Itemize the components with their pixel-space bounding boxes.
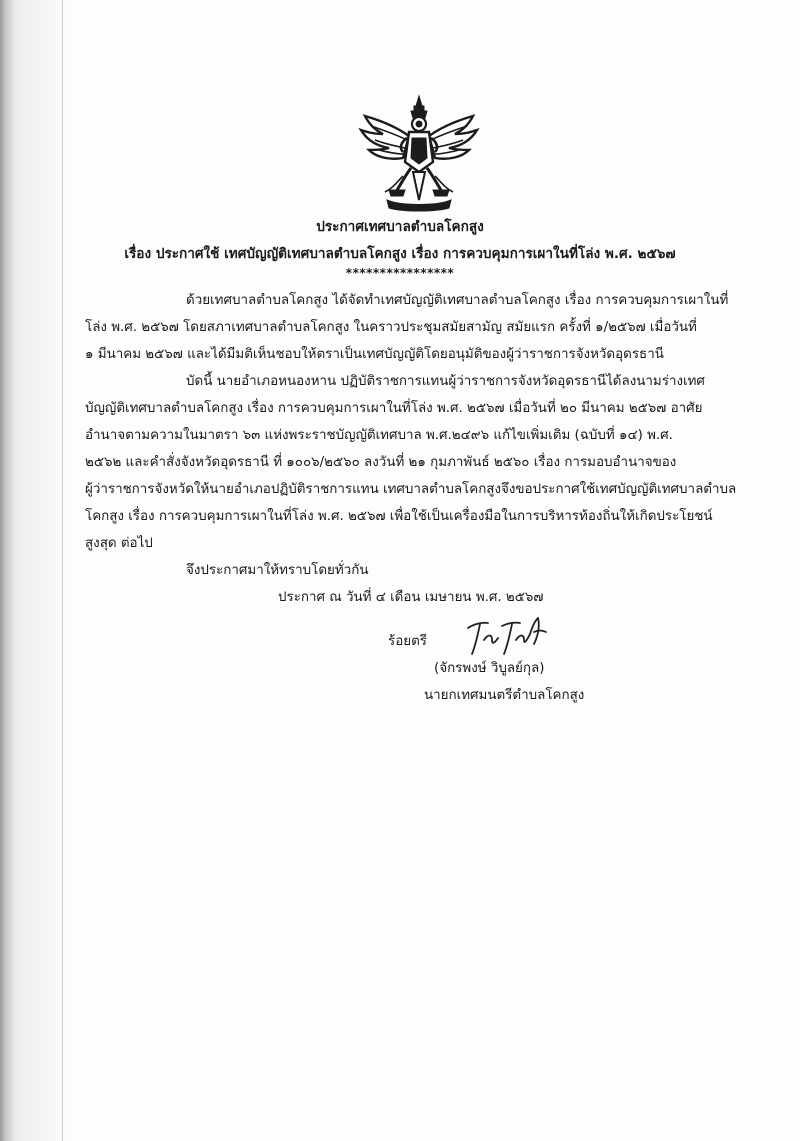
garuda-emblem (357, 92, 481, 216)
paragraph-2-line-7: สูงสุด ต่อไป (85, 536, 153, 551)
signer-name: (จักรพงษ์ วิบูลย์กุล) (434, 661, 545, 676)
paragraph-1-line-2: โล่ง พ.ศ. ๒๕๖๗ โดยสภาเทศบาลตำบลโคกสูง ในคราวประชุมสมัยสามัญ สมัยแรก ครั้งที่ ๑/๒๕๖๗ เมื่อวันที่ (85, 320, 697, 335)
subject-line: เรื่อง ประกาศใช้ เทศบัญญัติเทศบาลตำบลโคกสูง เรื่อง การควบคุมการเผาในที่โล่ง พ.ศ. ๒๕๖๗ (124, 246, 676, 262)
paragraph-2-line-3: อำนาจตามความในมาตรา ๖๓ แห่งพระราชบัญญัติเทศบาล พ.ศ.๒๔๙๖ แก้ไขเพิ่มเติม (ฉบับที่ ๑๔) พ.ศ. (85, 428, 673, 443)
paragraph-1-line-3: ๑ มีนาคม ๒๕๖๗ และได้มีมติเห็นชอบให้ตราเป็นเทศบัญญัติโดยอนุมัติของผู้ว่าราชการจังหวัดอุดรธานี (85, 347, 664, 362)
scan-shadow (0, 0, 70, 1141)
paragraph-2-line-2: บัญญัติเทศบาลตำบลโคกสูง เรื่อง การควบคุมการเผาในที่โล่ง พ.ศ. ๒๕๖๗ เมื่อวันที่ ๒๐ มีนาคม ๒๕๖๗ อาศัย (85, 401, 703, 416)
paragraph-2-line-4: ๒๕๖๒ และคำสั่งจังหวัดอุดรธานี ที่ ๑๐๐๖/๒๕๖๐ ลงวันที่ ๒๑ กุมภาพันธ์ ๒๕๖๐ เรื่อง การมอบอำนาจของ (85, 455, 677, 470)
closing-statement: จึงประกาศมาให้ทราบโดยทั่วกัน (186, 563, 369, 578)
paragraph-2-line-5: ผู้ว่าราชการจังหวัดให้นายอำเภอปฏิบัติราชการแทน เทศบาลตำบลโคกสูงจึงขอประกาศใช้เทศบัญญัติเทศบาลตำบล (85, 482, 737, 497)
handwritten-signature (462, 610, 554, 664)
announcement-date: ประกาศ ณ วันที่ ๔ เดือน เมษายน พ.ศ. ๒๕๖๗ (278, 590, 544, 605)
paragraph-2-line-1: บัดนี้ นายอำเภอหนองหาน ปฏิบัติราชการแทนผู้ว่าราชการจังหวัดอุดรธานีได้ลงนามร่างเทศ (186, 374, 705, 389)
signer-rank: ร้อยตรี (388, 634, 427, 649)
paragraph-1-line-1: ด้วยเทศบาลตำบลโคกสูง ได้จัดทำเทศบัญญัติเทศบาลตำบลโคกสูง เรื่อง การควบคุมการเผาในที่ (186, 293, 729, 308)
paragraph-2-line-6: โคกสูง เรื่อง การควบคุมการเผาในที่โล่ง พ.ศ. ๒๕๖๗ เพื่อใช้เป็นเครื่องมือในการบริหารท้องถิ่นให้เกิดประโยชน์ (85, 509, 713, 524)
separator: **************** (345, 266, 455, 280)
signer-position: นายกเทศมนตรีตำบลโคกสูง (424, 688, 585, 703)
scan-fold-line (62, 0, 63, 1141)
org-title: ประกาศเทศบาลตำบลโคกสูง (316, 219, 484, 235)
